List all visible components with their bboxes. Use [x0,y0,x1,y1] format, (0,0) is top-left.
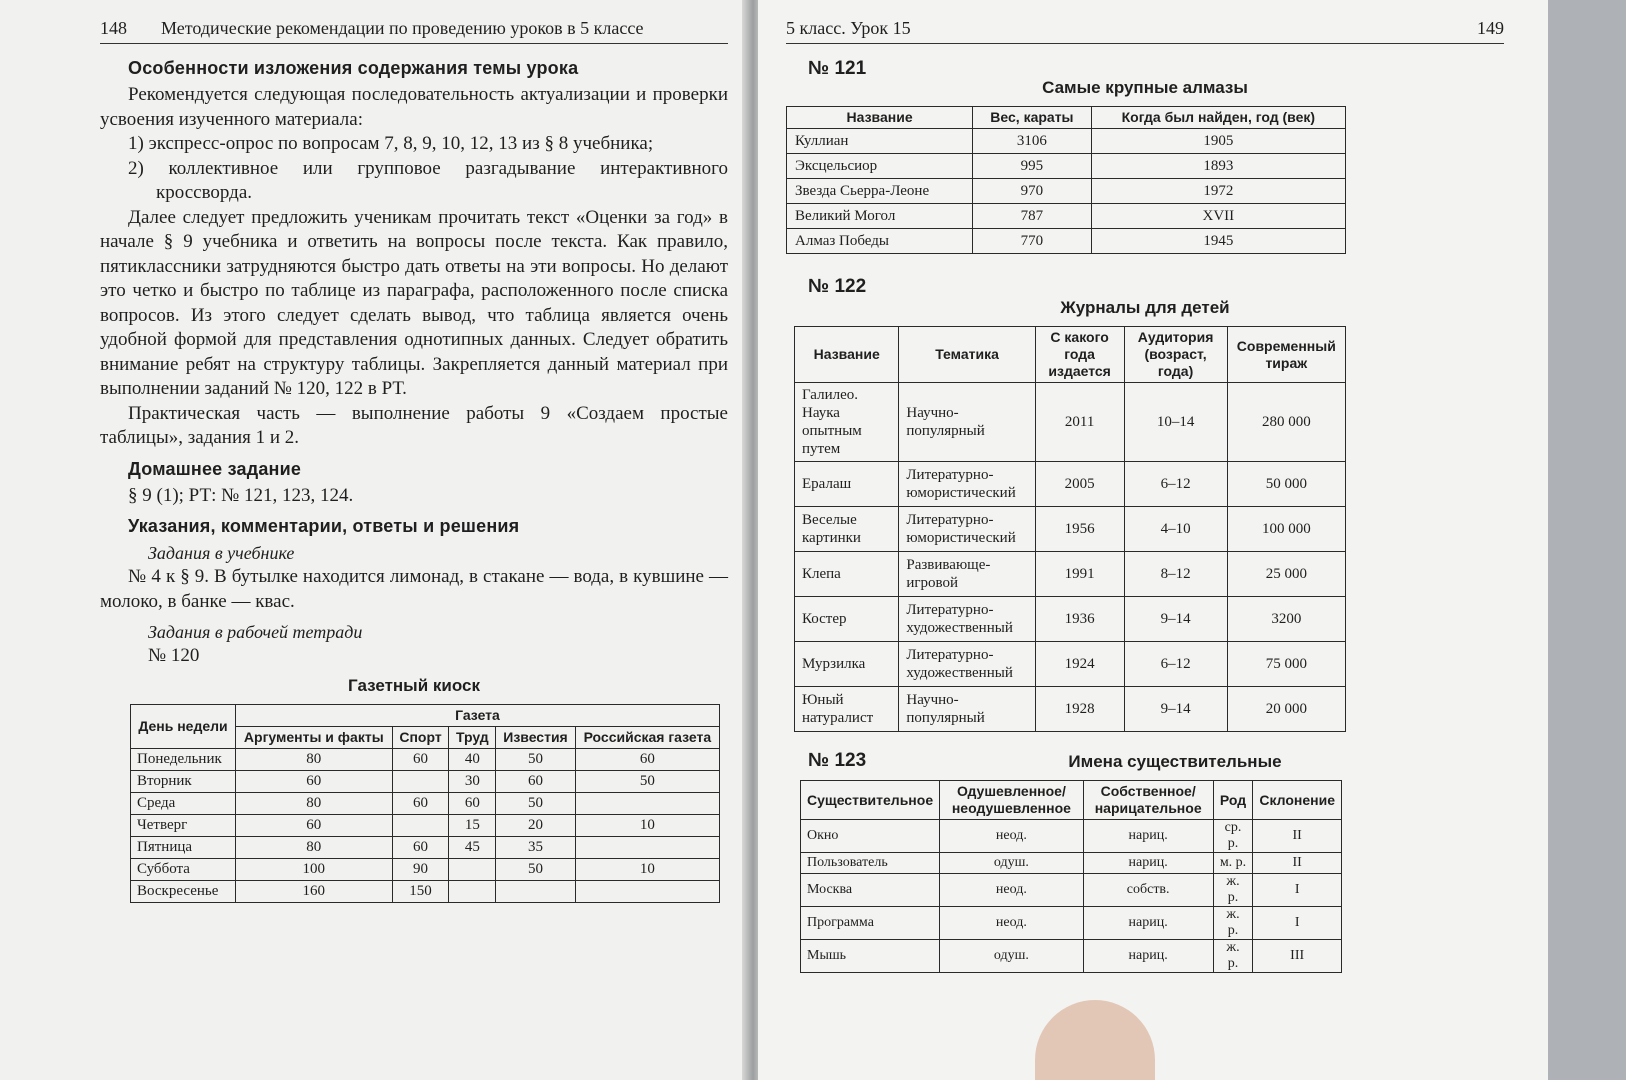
nouns-table-caption: Имена существительные [1068,752,1282,771]
journals-cell: 10–14 [1124,383,1227,462]
table-row [801,853,1342,874]
journals-cell: 1936 [1035,597,1124,642]
table-row [131,793,720,815]
kiosk-cell: 60 [575,749,719,771]
kiosk-cell: 35 [496,837,575,859]
kiosk-column-header: Спорт [392,727,449,749]
kiosk-cell: Воскресенье [131,881,236,903]
kiosk-column-header: Известия [496,727,575,749]
nouns-cell: Москва [801,874,940,907]
journals-column-header: Аудитория (возраст, года) [1124,327,1227,383]
kiosk-day-header: День недели [131,705,236,749]
nouns-cell: неод. [940,820,1084,853]
nouns-cell: неод. [940,874,1084,907]
table-row [787,154,1346,179]
table-row [131,859,720,881]
right-page [758,0,1548,1080]
kiosk-cell: Суббота [131,859,236,881]
kiosk-cell: 60 [392,793,449,815]
kiosk-cell: 160 [235,881,392,903]
journals-cell: Развивающе-игровой [899,552,1035,597]
kiosk-cell [392,815,449,837]
journals-column-header: С какого года издается [1035,327,1124,383]
journals-cell: 3200 [1227,597,1345,642]
nouns-cell: ср. р. [1213,820,1253,853]
journals-table [794,326,1346,732]
diamonds-cell: 970 [973,179,1092,204]
homework-heading: Домашнее задание [128,458,302,479]
kiosk-cell: 10 [575,859,719,881]
nouns-cell: одуш. [940,940,1084,973]
nouns-column-header: Существительное [801,781,940,820]
nouns-cell: нариц. [1083,853,1213,874]
table-row [131,881,720,903]
kiosk-cell: 15 [449,815,496,837]
diamonds-table [786,106,1346,254]
kiosk-cell: 60 [449,793,496,815]
table-row [795,462,1346,507]
nouns-cell: неод. [940,907,1084,940]
textbook-tasks-label: Задания в учебнике [148,543,295,563]
kiosk-cell [575,881,719,903]
section-heading-answers: Указания, комментарии, ответы и решения [128,516,520,536]
journals-cell: 75 000 [1227,642,1345,687]
diamonds-cell: 770 [973,229,1092,254]
journals-cell: Литературно-художественный [899,642,1035,687]
journals-cell: Галилео. Наука опытным путем [795,383,899,462]
journals-cell: 6–12 [1124,642,1227,687]
nouns-cell: Мышь [801,940,940,973]
table-row [787,129,1346,154]
kiosk-cell: 80 [235,793,392,815]
nouns-cell: I [1253,907,1342,940]
diamonds-cell: 787 [973,204,1092,229]
journals-column-header: Тематика [899,327,1035,383]
right-running-head [786,18,1504,44]
journals-table-caption: Журналы для детей [1060,298,1230,317]
kiosk-cell: 60 [235,815,392,837]
nouns-cell: ж. р. [1213,874,1253,907]
kiosk-column-header: Аргументы и факты [235,727,392,749]
table-row [801,907,1342,940]
kiosk-cell: 45 [449,837,496,859]
kiosk-cell: 50 [496,859,575,881]
journals-cell: Литературно-художественный [899,597,1035,642]
nouns-column-header: Род [1213,781,1253,820]
diamonds-cell: 1893 [1091,154,1345,179]
body-paragraph-2: Практическая часть — выполнение работы 9 «Создаем простые таблицы», задания 1 и 2. [100,402,728,448]
kiosk-cell: 80 [235,837,392,859]
table-row [795,507,1346,552]
kiosk-cell: 90 [392,859,449,881]
page-number-left: 148 [100,18,127,38]
journals-cell: 1956 [1035,507,1124,552]
nouns-cell: нариц. [1083,940,1213,973]
nouns-column-header: Одушевленное/ неодушевленное [940,781,1084,820]
table-row [795,642,1346,687]
diamonds-cell: Алмаз Победы [787,229,973,254]
kiosk-cell: 30 [449,771,496,793]
kiosk-cell: Четверг [131,815,236,837]
nouns-cell: I [1253,874,1342,907]
nouns-cell: II [1253,853,1342,874]
table-row [795,552,1346,597]
nouns-cell: нариц. [1083,820,1213,853]
diamonds-column-header: Вес, караты [973,107,1092,129]
task-121-number: № 121 [808,58,867,79]
journals-cell: 25 000 [1227,552,1345,597]
nouns-table [800,780,1342,973]
journals-cell: 1928 [1035,687,1124,732]
nouns-cell: м. р. [1213,853,1253,874]
journals-cell: 50 000 [1227,462,1345,507]
kiosk-cell: 50 [575,771,719,793]
nouns-cell: Окно [801,820,940,853]
journals-cell: 9–14 [1124,687,1227,732]
nouns-cell: II [1253,820,1342,853]
task-120-number: № 120 [148,645,200,666]
journals-cell: 100 000 [1227,507,1345,552]
kiosk-cell: 150 [392,881,449,903]
nouns-cell: нариц. [1083,907,1213,940]
diamonds-cell: Звезда Сьерра-Леоне [787,179,973,204]
list-item-1: 1) экспресс-опрос по вопросам 7, 8, 9, 10, 12, 13 из § 8 учебника; [128,133,654,154]
journals-cell: Ералаш [795,462,899,507]
journals-cell: 2005 [1035,462,1124,507]
kiosk-cell [392,771,449,793]
kiosk-group-header: Газета [235,705,719,727]
diamonds-table-caption: Самые крупные алмазы [1042,78,1248,97]
nouns-cell: Пользователь [801,853,940,874]
nouns-column-header: Собственное/ нарицательное [1083,781,1213,820]
kiosk-cell [449,859,496,881]
kiosk-column-header: Труд [449,727,496,749]
table-row [801,940,1342,973]
journals-column-header: Название [795,327,899,383]
table-row [795,687,1346,732]
table-row [131,815,720,837]
table-row [801,874,1342,907]
kiosk-cell: Пятница [131,837,236,859]
diamonds-cell: 1972 [1091,179,1345,204]
task-4-answer: № 4 к § 9. В бутылке находится лимонад, в стакане — вода, в кувшине — молоко, в банке — квас. [100,566,728,612]
page-number-right: 149 [1477,18,1504,38]
diamonds-cell: 3106 [973,129,1092,154]
journals-cell: Костер [795,597,899,642]
kiosk-cell: 10 [575,815,719,837]
journals-cell: 20 000 [1227,687,1345,732]
journals-cell: 6–12 [1124,462,1227,507]
journals-cell: 2011 [1035,383,1124,462]
kiosk-cell: 40 [449,749,496,771]
kiosk-cell: 60 [496,771,575,793]
table-row [787,229,1346,254]
list-item-2: 2) коллективное или групповое разгадывание интерактивного кроссворда. [128,157,728,203]
nouns-cell: III [1253,940,1342,973]
nouns-cell: собств. [1083,874,1213,907]
journals-cell: 9–14 [1124,597,1227,642]
diamonds-column-header: Название [787,107,973,129]
journals-cell: Мурзилка [795,642,899,687]
journals-cell: Научно-популярный [899,383,1035,462]
journals-cell: 1924 [1035,642,1124,687]
journals-cell: 8–12 [1124,552,1227,597]
journals-cell: Клепа [795,552,899,597]
diamonds-cell: 995 [973,154,1092,179]
kiosk-cell: Вторник [131,771,236,793]
journals-cell: Литературно-юмористический [899,462,1035,507]
kiosk-cell [575,837,719,859]
kiosk-column-header: Российская газета [575,727,719,749]
journals-cell: Научно-популярный [899,687,1035,732]
table-row [801,820,1342,853]
kiosk-cell: 60 [235,771,392,793]
kiosk-cell: Понедельник [131,749,236,771]
task-122-number: № 122 [808,276,867,297]
kiosk-cell: 60 [392,749,449,771]
table-row [131,837,720,859]
nouns-cell: ж. р. [1213,940,1253,973]
diamonds-cell: Эксцельсиор [787,154,973,179]
journals-cell: Литературно-юмористический [899,507,1035,552]
kiosk-cell: 60 [392,837,449,859]
running-head-title: Методические рекомендации по проведению уроков в 5 классе [161,18,644,38]
kiosk-cell: Среда [131,793,236,815]
nouns-column-header: Склонение [1253,781,1342,820]
kiosk-cell: 100 [235,859,392,881]
journals-cell: 280 000 [1227,383,1345,462]
journals-cell: Юный натуралист [795,687,899,732]
diamonds-cell: XVII [1091,204,1345,229]
table-row [795,383,1346,462]
journals-cell: Веселые картинки [795,507,899,552]
diamonds-cell: Великий Могол [787,204,973,229]
background-surface [1548,0,1626,1080]
kiosk-cell [449,881,496,903]
nouns-cell: ж. р. [1213,907,1253,940]
table-row [787,204,1346,229]
journals-cell: 4–10 [1124,507,1227,552]
kiosk-cell [575,793,719,815]
intro-paragraph: Рекомендуется следующая последовательность актуализации и проверки усвоения изученного материала: [100,84,728,130]
body-paragraph-1: Далее следует предложить ученикам прочитать текст «Оценки за год» в начале § 9 учебника и ответить на вопросы после текста. Как правило, пятиклассники затрудняются быстро дать ответы на эти вопросы. Но делают это четко и быстро по таблице из параграфа, расположенного после списка вопросов. Из этого следует сделать вывод, что таблица является очень удобной формой для представления однотипных данных. Следует обратить внимание ребят на структуру таблицы. Закрепляется данный материал при выполнении заданий № 120, 122 в РТ. [100,206,728,399]
kiosk-cell: 50 [496,793,575,815]
table-row [131,749,720,771]
kiosk-cell: 80 [235,749,392,771]
diamonds-cell: 1905 [1091,129,1345,154]
diamonds-cell: 1945 [1091,229,1345,254]
kiosk-table-caption: Газетный киоск [348,676,480,695]
kiosk-table [130,704,720,903]
table-row [787,179,1346,204]
kiosk-cell [496,881,575,903]
journals-column-header: Современный тираж [1227,327,1345,383]
workbook-tasks-label: Задания в рабочей тетради [148,622,363,642]
homework-text: § 9 (1); РТ: № 121, 123, 124. [128,484,354,506]
running-head-lesson: 5 класс. Урок 15 [786,18,911,38]
diamonds-column-header: Когда был найден, год (век) [1091,107,1345,129]
kiosk-cell: 50 [496,749,575,771]
table-row [795,597,1346,642]
nouns-cell: Программа [801,907,940,940]
kiosk-cell: 20 [496,815,575,837]
diamonds-cell: Куллиан [787,129,973,154]
journals-cell: 1991 [1035,552,1124,597]
section-heading-features: Особенности изложения содержания темы урока [128,58,579,78]
nouns-cell: одуш. [940,853,1084,874]
left-page [0,0,748,1080]
task-123-number: № 123 [808,750,867,771]
table-row [131,771,720,793]
left-running-head [100,18,728,44]
